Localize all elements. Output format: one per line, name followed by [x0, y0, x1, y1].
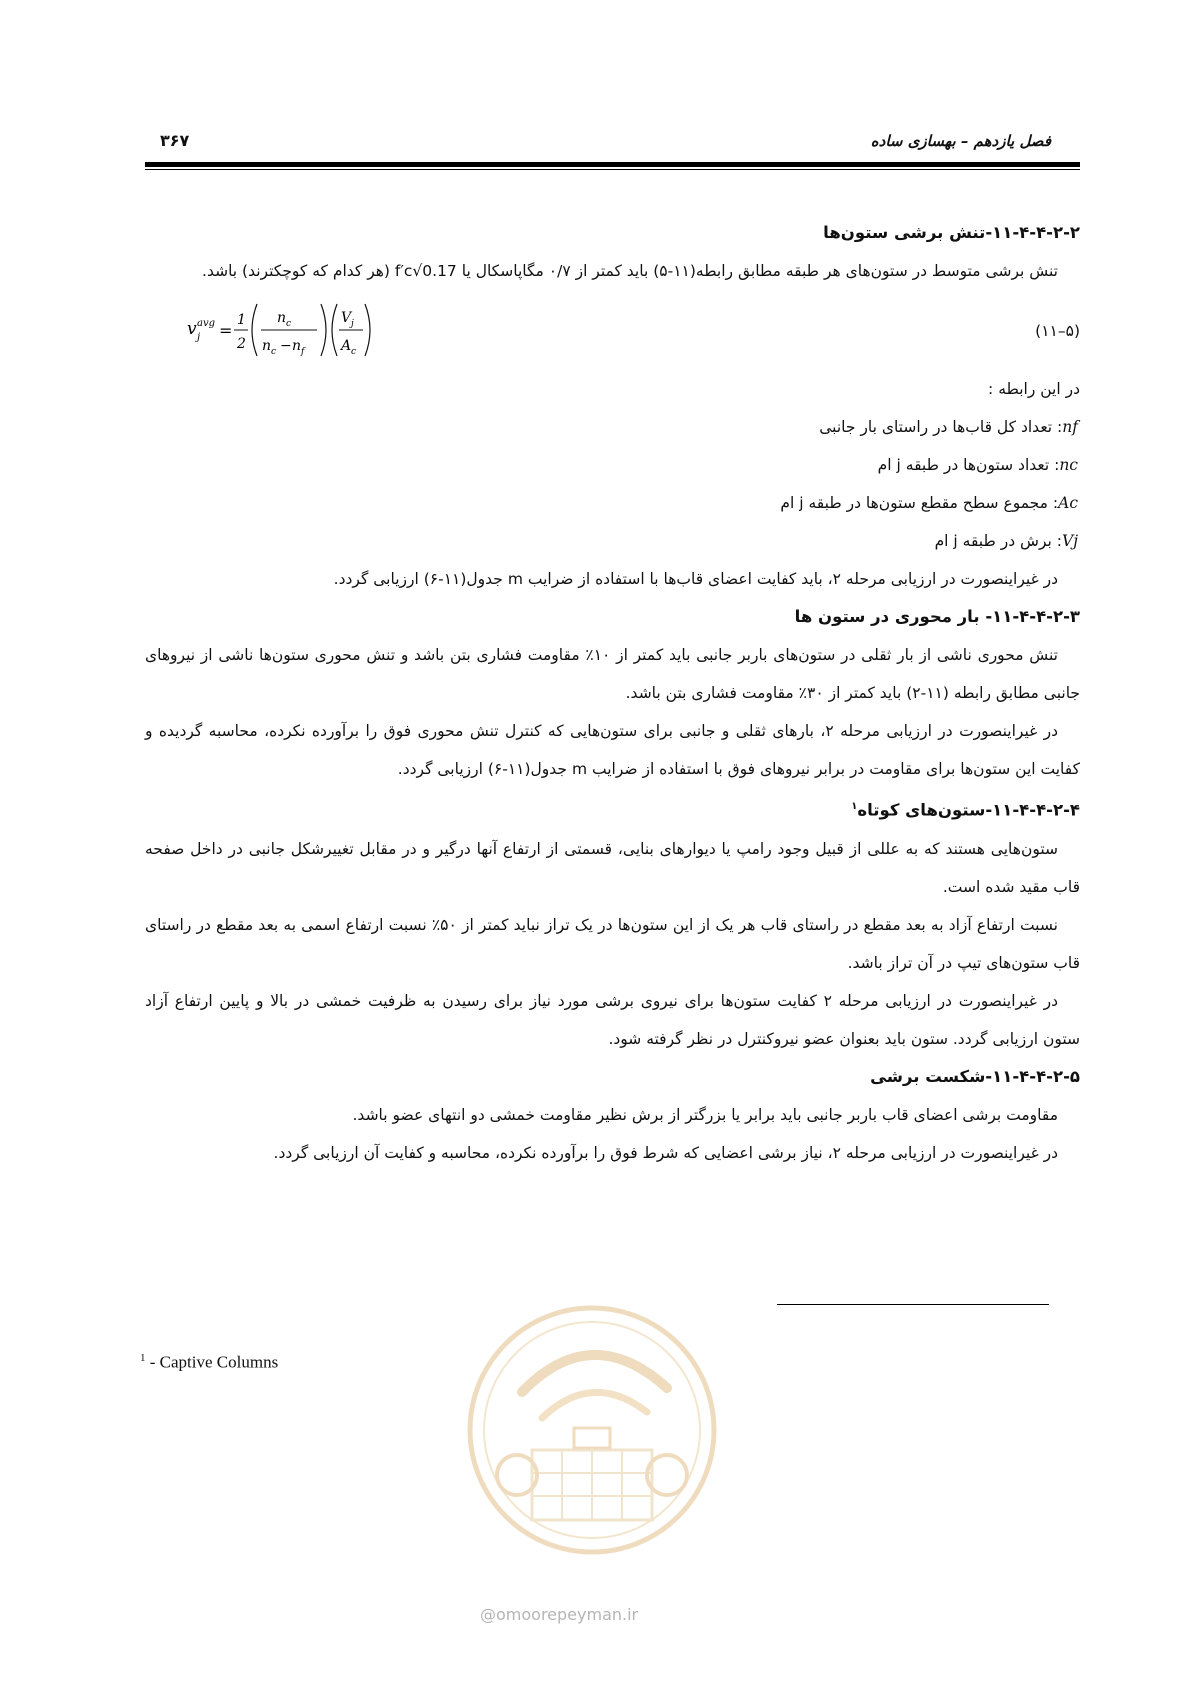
body-text	[145, 214, 1080, 1172]
svg-text:c: c	[271, 347, 277, 357]
variable-symbol: nf	[1062, 418, 1078, 436]
variable-description: : مجموع سطح مقطع ستون‌ها در طبقه j ام	[780, 494, 1059, 512]
svg-text:j: j	[197, 332, 201, 343]
variable-description: : تعداد ستون‌ها در طبقه j ام	[877, 456, 1060, 474]
paragraph-axial-2: در غیراینصورت در ارزیابی مرحله ۲، بارهای ثقلی و جانبی برای ستون‌هایی که کنترل تنش محوری فوق را برآورده نکرده، محاسبه گردیده و کفایت این ستون‌ها برای مقاومت در برابر نیروهای فوق با استفاده از ضرایب m جدول(۱۱-۶) ارزیابی گردد.	[145, 722, 1080, 778]
svg-text:n: n	[292, 338, 302, 354]
paragraph-shear-failure-2: در غیراینصورت در ارزیابی مرحله ۲، نیاز برشی اعضایی که شرط فوق را برآورده نکرده، محاسبه و کفایت آن ارزیابی گردد.	[273, 1143, 1058, 1162]
svg-text:A: A	[341, 338, 352, 354]
variable-description: : برش در طبقه j ام	[934, 532, 1062, 550]
paragraph-short-1: ستون‌هایی هستند که به عللی از قبیل وجود رامپ یا دیوارهای بنایی، قسمتی از ارتفاع آنها درگیر و در مقابل تغییرشکل جانبی در داخل صفحه قاب مقید شده است.	[145, 839, 1080, 896]
footnote-rule	[777, 1304, 1049, 1305]
svg-text:−: −	[280, 338, 292, 354]
footnote-marker: ۱	[851, 801, 858, 812]
section-heading-short-columns-text: ۱۱-۴-۴-۲-۴-ستون‌های کوتاه	[857, 800, 1080, 820]
section-heading-axial-load: ۱۱-۴-۴-۲-۳- بار محوری در ستون ها	[794, 607, 1080, 626]
svg-text:V: V	[341, 310, 352, 326]
variable-definition	[145, 446, 1080, 484]
footnote	[140, 1352, 278, 1373]
section-heading-short-columns	[145, 788, 1080, 830]
section-heading-shear-stress: ۱۱-۴-۴-۲-۲-تنش برشی ستون‌ها	[823, 223, 1080, 242]
where-label: در این رابطه :	[988, 380, 1080, 398]
svg-text:v: v	[187, 319, 197, 339]
paragraph-axial-1: تنش محوری ناشی از بار ثقلی در ستون‌های باربر جانبی باید کمتر از ۱۰٪ مقاومت فشاری بتن باشد و تنش محوری ستون‌ها ناشی از نیروهای جانبی مطابق رابطه (۱۱-۲) باید کمتر از ۳۰٪ مقاومت فشاری بتن باشد.	[145, 646, 1080, 702]
watermark-site-url: @omoorepeyman.ir	[480, 1605, 639, 1624]
equation-shear-average	[185, 296, 385, 366]
equation-row	[145, 296, 1080, 366]
paragraph-short-2: نسبت ارتفاع آزاد به بعد مقطع در راستای قاب هر یک از این ستون‌ها در یک تراز نباید کمتر از ۵۰٪ نسبت ارتفاع اسمی به بعد مقطع در راستای قاب ستون‌های تیپ در آن تراز باشد.	[145, 915, 1080, 972]
variable-symbol: Ac	[1058, 494, 1078, 512]
svg-text:j: j	[351, 319, 354, 329]
svg-text:c: c	[286, 319, 292, 329]
svg-text:1: 1	[237, 312, 246, 328]
svg-text:n: n	[277, 310, 287, 326]
watermark-logo	[462, 1300, 722, 1560]
footnote-text: - Captive Columns	[145, 1352, 279, 1372]
svg-text:n: n	[262, 338, 272, 354]
variable-description: : تعداد کل قاب‌ها در راستای بار جانبی	[819, 418, 1063, 436]
variable-list	[145, 408, 1080, 560]
paragraph-short-3: در غیراینصورت در ارزیابی مرحله ۲ کفایت ستون‌ها برای نیروی برشی مورد نیاز برای رسیدن به ظرفیت خمشی در بالا و پایین ارتفاع آزاد ستون ارزیابی گردد. ستون باید بعنوان عضو نیروکنترل در نظر گرفته شود.	[145, 991, 1080, 1048]
paragraph-shear-stress: تنش برشی متوسط در ستون‌های هر طبقه مطابق رابطه(۱۱-۵) باید کمتر از ۰/۷ مگاپاسکال یا 0.17√f′c (هر کدام که کوچکترند) باشد.	[202, 262, 1058, 280]
variable-definition	[145, 484, 1080, 522]
running-header-title: فصل یازدهم – بهسازی ساده	[870, 132, 1051, 150]
svg-text:=: =	[219, 321, 233, 340]
section-heading-shear-failure: ۱۱-۴-۴-۲-۵-شکست برشی	[870, 1066, 1080, 1086]
variable-definition	[145, 408, 1080, 446]
svg-text:f: f	[301, 347, 305, 357]
paragraph-shear-failure-1: مقاومت برشی اعضای قاب باربر جانبی باید برابر یا بزرگتر از برش نظیر مقاومت خمشی دو انتهای عضو باشد.	[352, 1105, 1058, 1124]
header-rule-thin	[145, 169, 1080, 170]
paragraph-shear-fallback: در غیراینصورت در ارزیابی مرحله ۲، باید کفایت اعضای قاب‌ها با استفاده از ضرایب m جدول(۱۱-۶) ارزیابی گردد.	[333, 570, 1058, 588]
svg-text:avg: avg	[197, 318, 216, 329]
header-rule-thick	[145, 162, 1080, 167]
equation-number: (۵–۱۱)	[1035, 322, 1080, 340]
svg-text:2: 2	[237, 336, 246, 352]
svg-text:c: c	[351, 347, 357, 357]
variable-definition	[145, 522, 1080, 560]
page-number: ۳۶۷	[160, 131, 190, 150]
footnote-number: 1	[140, 1352, 146, 1364]
variable-symbol: Vj	[1062, 532, 1078, 550]
variable-symbol: nc	[1059, 456, 1078, 474]
